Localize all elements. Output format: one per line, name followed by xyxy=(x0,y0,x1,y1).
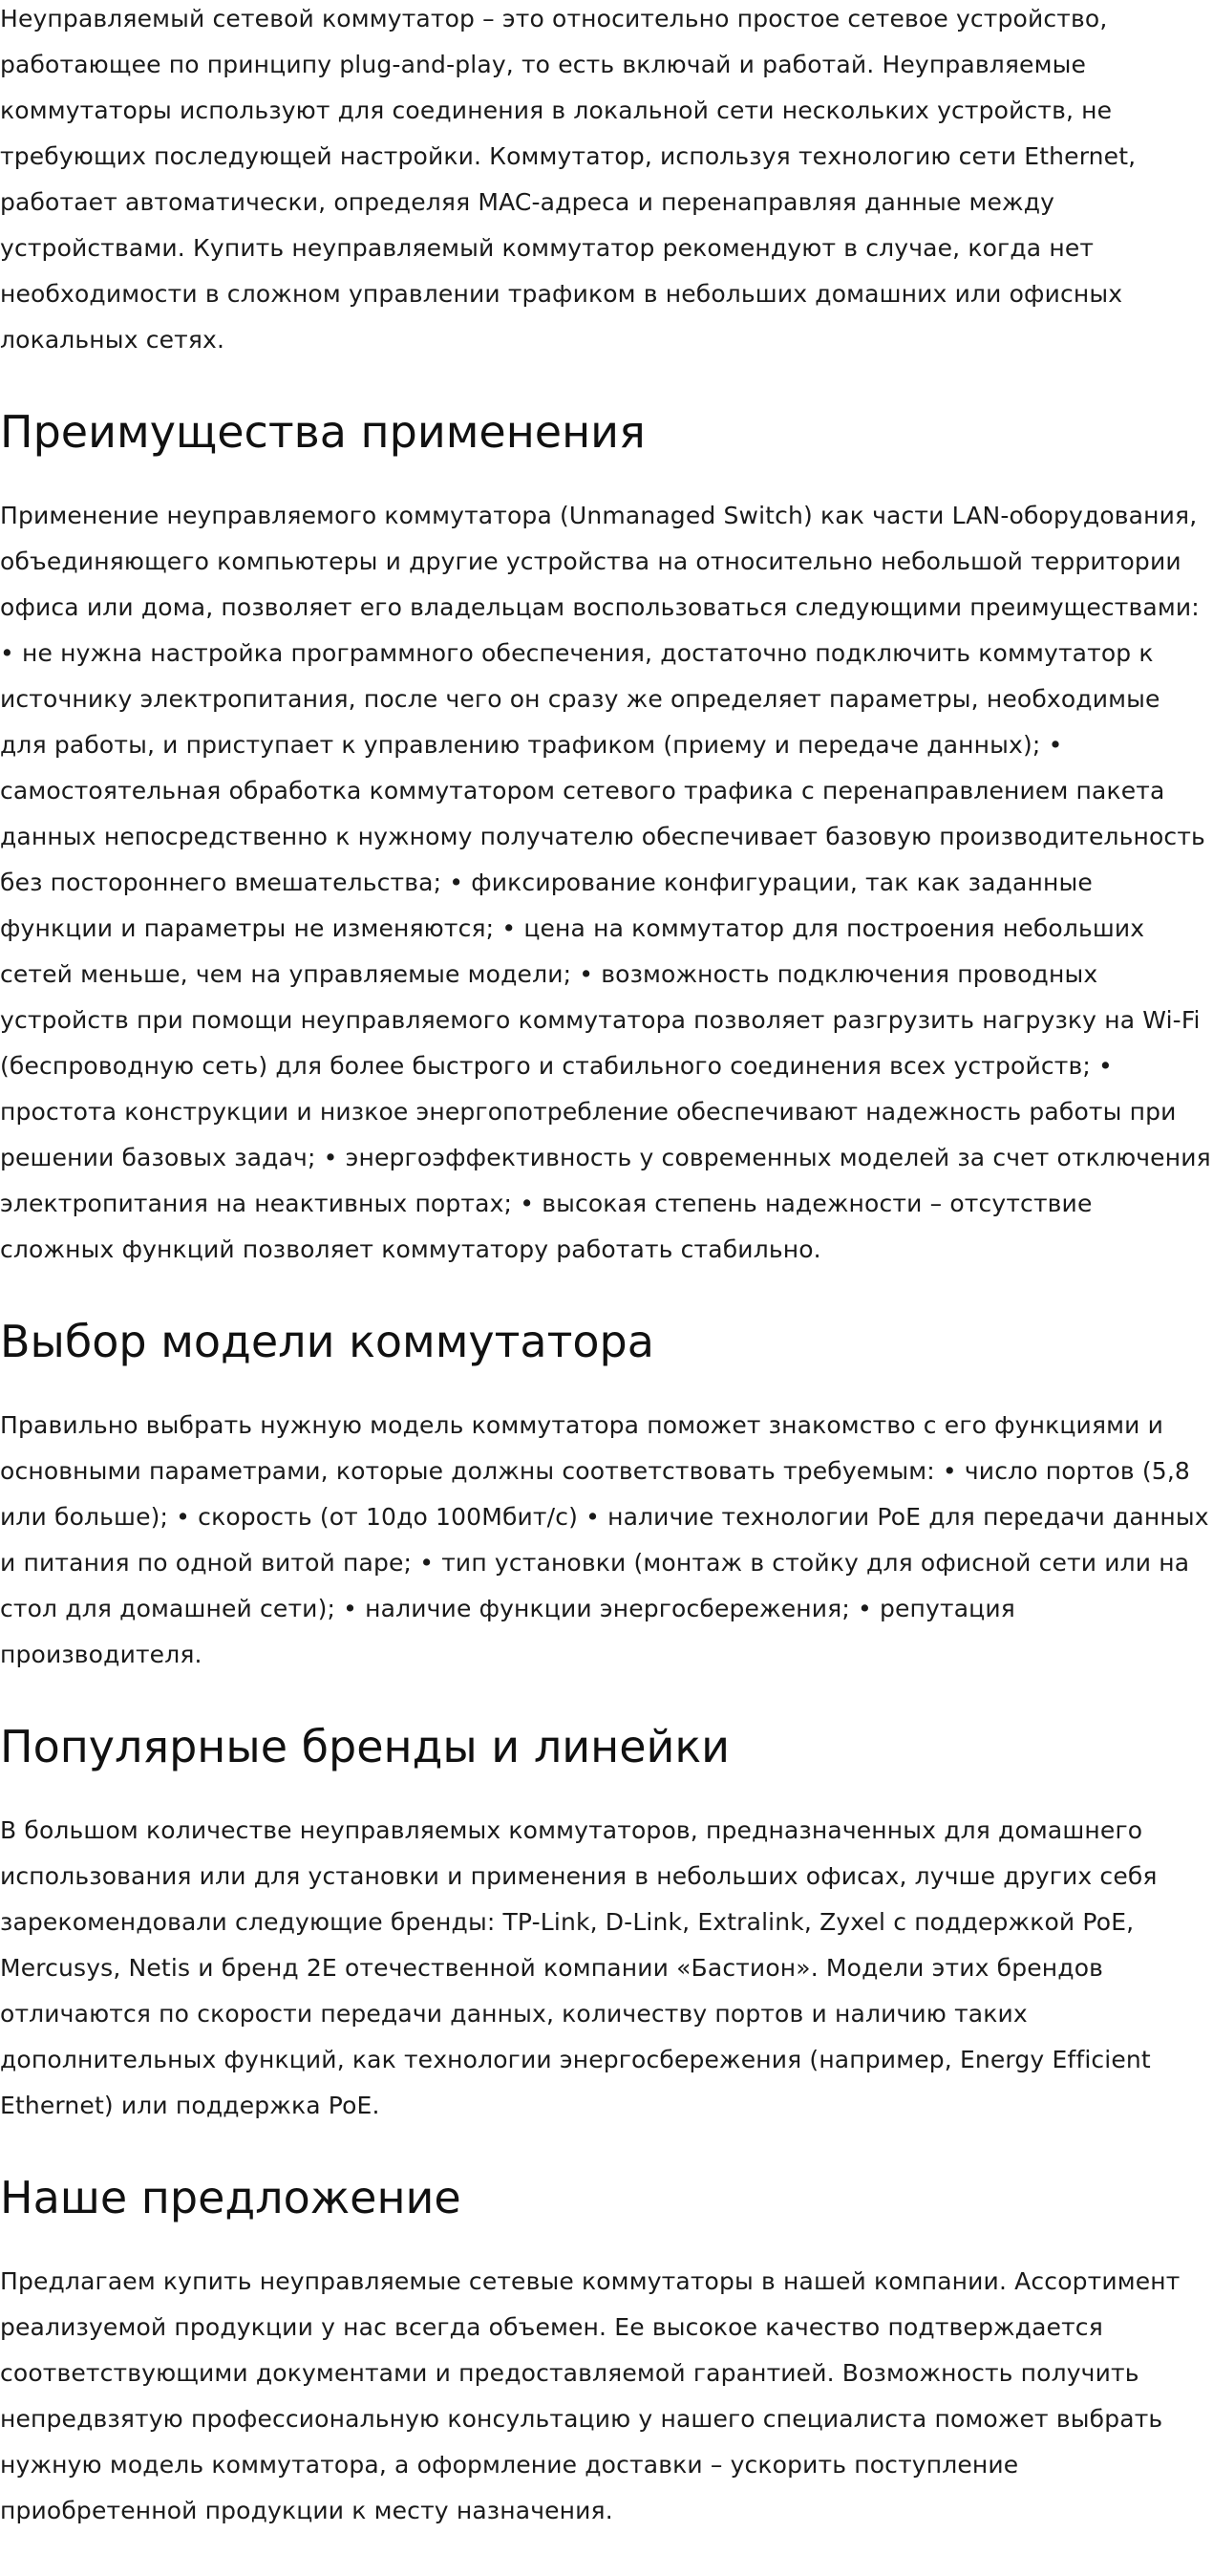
section-text-advantages: Применение неуправляемого коммутатора (Unmanaged Switch) как части LAN-оборудования, объединяющего компьютеры и другие устройства на относительно небольшой территории офиса или дома, позволяет его владельцам воспользоваться следующими преимуществами: • не нужна настройка программного обеспечения, достаточно подключить коммутатор к источнику электропитания, после чего он сразу же определяет параметры, необходимые для работы, и приступает к управлению трафиком (приему и передаче данных); • самостоятельная обработка коммутатором сетевого трафика с перенаправлением пакета данных непосредственно к нужному получателю обеспечивает базовую производительность без постороннего вмешательства; • фиксирование конфигурации, так как заданные функции и параметры не изменяются; • цена на коммутатор для построения небольших сетей меньше, чем на управляемые модели; • возможность подключения проводных устройств при помощи неуправляемого коммутатора позволяет разгрузить нагрузку на Wi-Fi (беспроводную сеть) для более быстрого и стабильного соединения всех устройств; • простота конструкции и низкое энергопотребление обеспечивают надежность работы при решении базовых задач; • энергоэффективность у современных моделей за счет отключения электропитания на неактивных портах; • высокая степень надежности – отсутствие сложных функций позволяет коммутатору работать стабильно. xyxy=(0,502,1211,1263)
section-heading-brands: Популярные бренды и линейки xyxy=(0,1721,731,1772)
section-text-brands: В большом количестве неуправляемых коммутаторов, предназначенных для домашнего использования или для установки и применения в небольших офисах, лучше других себя зарекомендовали следующие бренды: TP-Link, D-Link, Extralink, Zyxel с поддержкой PoE, Mercusys, Netis и бренд 2E отечественной компании «Бастион». Модели этих брендов отличаются по скорости передачи данных, количеству портов и наличию таких дополнительных функций, как технологии энергосбережения (например, Energy Efficient Ethernet) или поддержка PoE. xyxy=(0,1816,1158,2119)
section-heading-choice: Выбор модели коммутатора xyxy=(0,1316,654,1367)
section-heading-offer: Наше предложение xyxy=(0,2172,461,2223)
section-heading-advantages: Преимущества применения xyxy=(0,406,646,458)
intro-paragraph: Неуправляемый сетевой коммутатор – это относительно простое сетевое устройство, работающее по принципу plug-and-play, то есть включай и работай. Неуправляемые коммутаторы используют для соединения в локальной сети нескольких устройств, не требующих последующей настройки. Коммутатор, используя технологию сети Ethernet, работает автоматически, определяя MAC-адреса и перенаправляя данные между устройствами. Купить неуправляемый коммутатор рекомендуют в случае, когда нет необходимости в сложном управлении трафиком в небольших домашних или офисных локальных сетях. xyxy=(0,5,1137,354)
section-text-choice: Правильно выбрать нужную модель коммутатора поможет знакомство с его функциями и основными параметрами, которые должны соответствовать требуемым: • число портов (5,8 или больше); • скорость (от 10до 100Мбит/с) • наличие технологии PoE для передачи данных и питания по одной витой паре; • тип установки (монтаж в стойку для офисной сети или на стол для домашней сети); • наличие функции энергосбережения; • репутация производителя. xyxy=(0,1411,1209,1668)
section-text-offer: Предлагаем купить неуправляемые сетевые коммутаторы в нашей компании. Ассортимент реализуемой продукции у нас всегда объемен. Ее высокое качество подтверждается соответствующими документами и предоставляемой гарантией. Возможность получить непредвзятую профессиональную консультацию у нашего специалиста поможет выбрать нужную модель коммутатора, а оформление доставки – ускорить поступление приобретенной продукции к месту назначения. xyxy=(0,2267,1181,2524)
